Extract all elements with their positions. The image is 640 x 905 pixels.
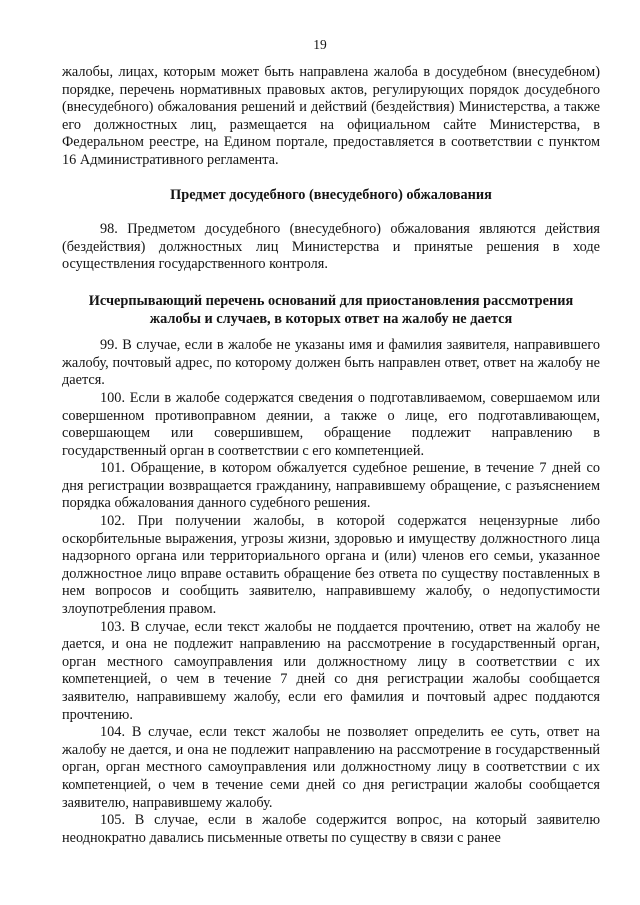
section-heading-grounds: Исчерпывающий перечень оснований для приостановления рассмотрения жалобы и случаев, в которых ответ на жалобу не дается bbox=[88, 292, 574, 327]
section-heading-subject: Предмет досудебного (внесудебного) обжалования bbox=[170, 186, 492, 203]
paragraph-105: 105. В случае, если в жалобе содержится вопрос, на который заявителю неоднократно давались письменные ответы по существу в связи с ранее bbox=[62, 812, 600, 846]
page-number: 19 bbox=[313, 37, 327, 52]
intro-paragraph: жалобы, лицах, которым может быть направлена жалоба в досудебном (внесудебном) порядке, перечень нормативных правовых актов, регулирующих порядок досудебного (внесудебного) обжалования решений и действий (бездействия) Министерства, а также его должностных лиц, размещается на официальном сайте Министерства, в Федеральном реестре, на Едином портале, предоставляется в соответствии с пунктом 16 Административного регламента. bbox=[62, 64, 600, 168]
paragraph-102: 102. При получении жалобы, в которой содержатся нецензурные либо оскорбительные выражения, угрозы жизни, здоровью и имуществу должностного лица надзорного органа или территориального органа и (или) членов его семьи, указанное должностное лицо вправе оставить обращение без ответа по существу поставленных в нем вопросов и сообщить заявителю, направившему жалобу, о недопустимости злоупотребления правом. bbox=[62, 513, 600, 618]
document-body bbox=[62, 64, 600, 847]
paragraph-100: 100. Если в жалобе содержатся сведения о подготавливаемом, совершаемом или совершенном противоправном деянии, а также о лице, его подготавливающем, совершающем или совершившем, обращение подлежит направлению в государственный орган в соответствии с его компетенцией. bbox=[62, 389, 600, 459]
paragraph-104: 104. В случае, если текст жалобы не позволяет определить ее суть, ответ на жалобу не дается, и она не подлежит направлению на рассмотрение в государственный орган, орган местного самоуправления или должностному лицу в соответствии с их компетенцией, о чем в течение семи дней со дня регистрации жалобы сообщается заявителю, направившему жалобу. bbox=[62, 724, 600, 811]
paragraph-99: 99. В случае, если в жалобе не указаны имя и фамилия заявителя, направившего жалобу, почтовый адрес, по которому должен быть направлен ответ, ответ на жалобу не дается. bbox=[62, 337, 600, 389]
paragraph-98: 98. Предметом досудебного (внесудебного) обжалования являются действия (бездействия) должностных лиц Министерства и принятые решения в ходе осуществления государственного контроля. bbox=[62, 221, 600, 273]
paragraph-101: 101. Обращение, в котором обжалуется судебное решение, в течение 7 дней со дня регистрации возвращается гражданину, направившему обращение, с разъяснением порядка обжалования данного судебного решения. bbox=[62, 460, 600, 512]
paragraph-103: 103. В случае, если текст жалобы не поддается прочтению, ответ на жалобу не дается, и она не подлежит направлению на рассмотрение в государственный орган, орган местного самоуправления или должностному лицу в соответствии с их компетенцией, о чем в течение 7 дней со дня регистрации жалобы сообщается заявителю, направившему жалобу, если его фамилия и почтовый адрес поддаются прочтению. bbox=[62, 618, 600, 723]
